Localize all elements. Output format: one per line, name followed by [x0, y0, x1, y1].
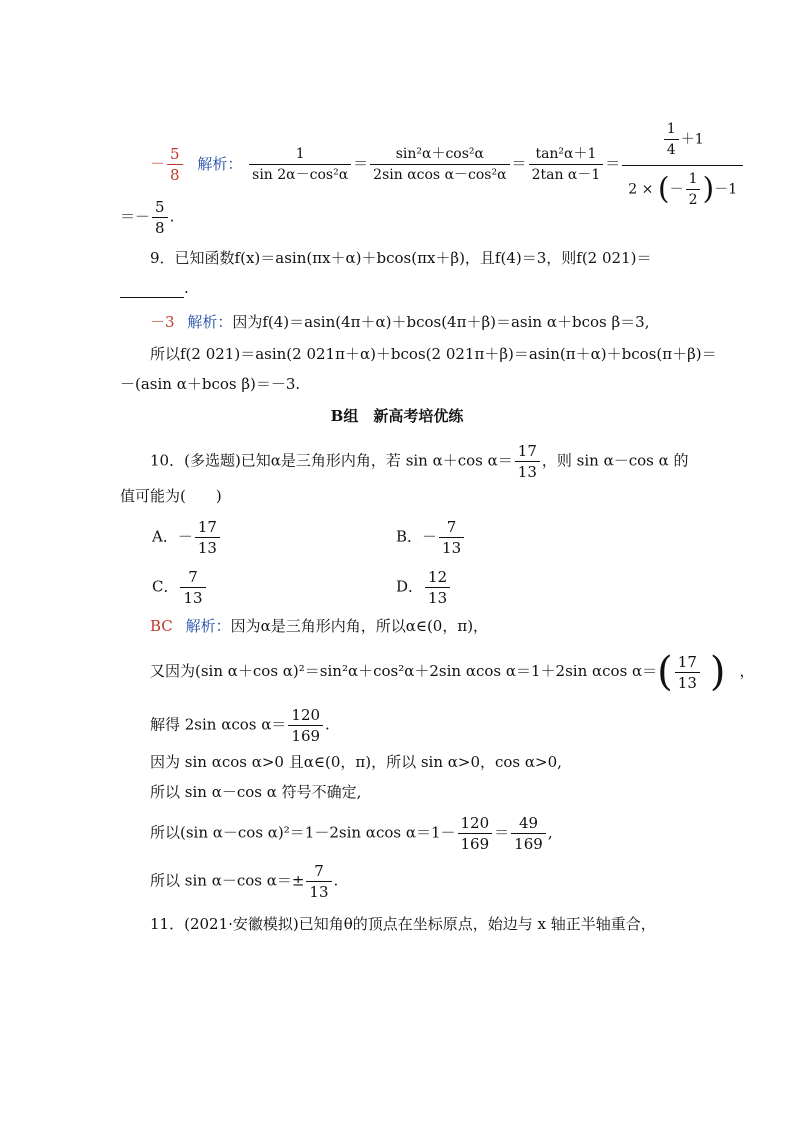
q10-stem-2: 值可能为( ): [120, 487, 222, 505]
q8-fraction-4: $\frac{1}{4}$ ＋1 2 × (－ $\frac{1}{2}$ )－1: [622, 120, 743, 209]
q8-result-fraction: $\frac{5}{8}$: [152, 198, 168, 237]
q9-stem: 9．已知函数f(x)＝asin(πx＋α)＋bcos(πx＋β)，且f(4)＝3，则f(2 021)＝: [150, 249, 652, 267]
q10-option-d: D． $\frac{12}{13}$: [396, 568, 452, 607]
q10-solution-3: 解得 2sin αcos α＝ $\frac{120}{169}$ .: [150, 706, 330, 745]
q10-solution-1: BC 解析：因为α是三角形内角，所以α∈(0，π)，: [150, 617, 489, 635]
q10-solution-7: 所以 sin α－cos α＝± $\frac{7}{13}$ .: [150, 862, 339, 901]
q8-fraction-1: $\frac{1}{\text{sin 2α－cos²α}}$: [249, 145, 351, 184]
q10-analysis-label: 解析：: [185, 617, 231, 635]
q8-answer-sign: －: [150, 154, 166, 173]
q10-solution-2: 又因为(sin α＋cos α)²＝sin²α＋cos²α＋2sin αcos α＝1＋2sin αcos α＝( $\frac{17}{13}$ ) ，: [150, 649, 755, 695]
q10-solution-6: 所以(sin α－cos α)²＝1－2sin αcos α＝1－ $\frac{120}{169}$ ＝ $\frac{49}{169}$ ,: [150, 814, 553, 853]
q9-answer: －3: [150, 313, 175, 331]
q10-answer: BC: [150, 617, 173, 635]
q10-stem: 10．(多选题)已知α是三角形内角，若 sin α＋cos α＝ $\frac{17}{13}$ ，则 sin α－cos α 的: [150, 442, 689, 481]
q8-answer-fraction: $\frac{5}{8}$: [167, 145, 183, 184]
q10-option-c: C． $\frac{7}{13}$: [152, 568, 208, 607]
q9-solution-1: －3 解析：因为f(4)＝asin(4π＋α)＋bcos(4π＋β)＝asin α＋bcos β＝3,: [150, 313, 650, 331]
q8-solution-line: － $\frac{5}{8}$ 解析： $\frac{1}{\text{sin 2α－cos²α}}$ ＝ $\frac{\text{sin²α＋cos²α}}{\text{2sin αcos α－cos²α}}$ ＝ $\frac{\text{tan²α＋1}}{\text{2tan α－1}}$ ＝ $\frac{1}{4}$ ＋1 2 × (－ $\frac{1}{2}$ )－1: [150, 120, 745, 209]
q8-fraction-2: $\frac{\text{sin²α＋cos²α}}{\text{2sin αcos α－cos²α}}$: [370, 145, 509, 184]
answer-blank: [120, 283, 184, 298]
q8-result-line: ＝－ $\frac{5}{8}$ .: [120, 198, 175, 237]
q11-stem: 11．(2021·安徽模拟)已知角θ的顶点在坐标原点，始边与 x 轴正半轴重合，: [150, 915, 656, 933]
q10-option-a: A．－ $\frac{17}{13}$: [152, 518, 222, 557]
q9-analysis-label: 解析：: [187, 313, 233, 331]
q8-analysis-label: 解析：: [197, 154, 243, 173]
q8-fraction-3: $\frac{\text{tan²α＋1}}{\text{2tan α－1}}$: [529, 145, 604, 184]
section-heading: B组 新高考培优练: [330, 407, 464, 425]
q9-solution-2: 所以f(2 021)＝asin(2 021π＋α)＋bcos(2 021π＋β)＝asin(π＋α)＋bcos(π＋β)＝: [150, 345, 717, 363]
q10-option-b: B．－ $\frac{7}{13}$: [396, 518, 466, 557]
q9-blank-line: .: [120, 278, 189, 298]
q9-solution-3: －(asin α＋bcos β)＝－3.: [120, 375, 301, 393]
q10-solution-4: 因为 sin αcos α>0 且α∈(0，π)，所以 sin α>0，cos α>0,: [150, 753, 562, 771]
q10-solution-5: 所以 sin α－cos α 符号不确定,: [150, 783, 362, 801]
